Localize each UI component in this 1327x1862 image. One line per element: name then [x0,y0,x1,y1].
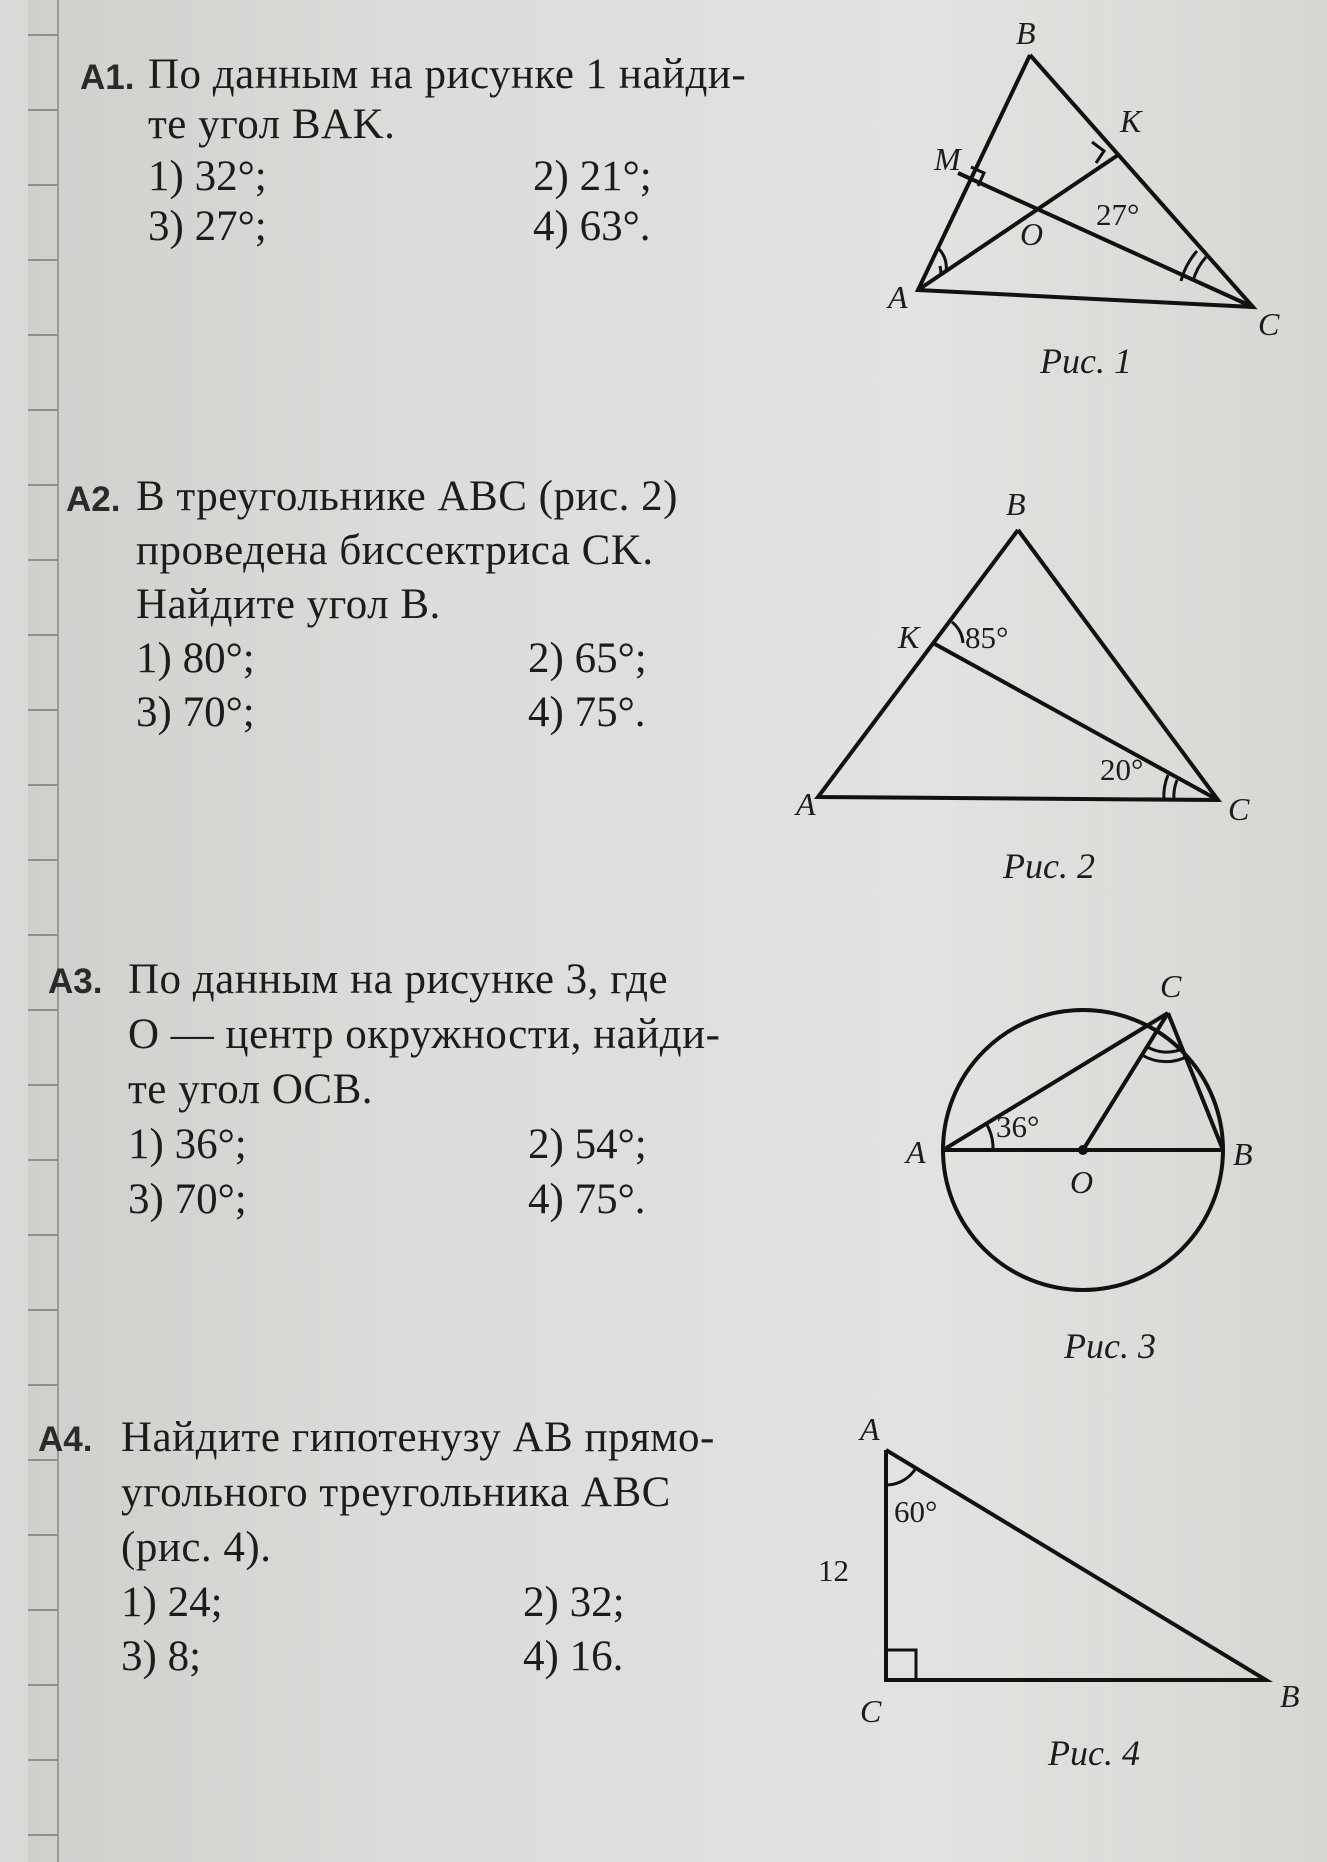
vertex-label: K [898,619,920,655]
circle-diagram [868,955,1288,1335]
vertex-label: C [1228,791,1250,827]
problem-number: A3. [48,962,103,1001]
problem-text-line: В треугольнике ABC (рис. 2) [136,473,678,520]
problem-text-line: проведена биссектриса CK. [136,527,654,574]
figure-2 [768,480,1288,886]
angle-label: 36° [996,1109,1040,1144]
problem-text-line: O — центр окружности, найди- [128,1011,721,1058]
answer-option: 4) 16. [523,1633,624,1680]
answer-option: 1) 32°; [148,153,267,200]
answer-option: 1) 24; [121,1579,223,1626]
answer-option: 2) 21°; [533,153,652,200]
vertex-label: A [906,1134,926,1170]
answer-option: 4) 75°. [528,689,646,736]
problem-text-line: те угол OCB. [128,1066,373,1113]
problem-number: A2. [66,480,121,519]
margin-ruling [28,0,88,1862]
vertex-label: A [860,1411,880,1447]
right-triangle-diagram [818,1410,1318,1729]
problem-text-line: По данным на рисунке 3, где [128,956,669,1003]
figure-1 [868,10,1288,381]
angle-label: 27° [1096,197,1140,232]
answer-option: 2) 32; [523,1579,625,1626]
figure-4 [818,1410,1318,1773]
angle-label: 60° [894,1494,938,1529]
vertex-label: O [1020,216,1044,252]
vertex-label: B [1233,1136,1253,1172]
vertex-label: B [1016,15,1036,51]
answer-option: 3) 70°; [136,689,255,736]
vertex-label: A [888,279,908,315]
answer-option: 3) 8; [121,1633,202,1680]
figure-caption: Рис. 4 [1048,1733,1140,1773]
vertex-label: B [1006,486,1026,522]
answer-option: 1) 80°; [136,635,255,682]
answer-option: 3) 27°; [148,203,267,250]
problem-number: A4. [38,1420,93,1459]
answer-option: 4) 63°. [533,203,651,250]
triangle-diagram [768,480,1288,840]
problem-text-line: По данным на рисунке 1 найди- [148,51,747,98]
vertex-label: A [796,786,816,822]
problem-text-line: Найдите угол B. [136,581,441,628]
figure-caption: Рис. 1 [1040,341,1132,381]
answer-option: 3) 70°; [128,1176,247,1223]
vertex-label: C [1160,968,1182,1004]
problem-text-line: Найдите гипотенузу AB прямо- [121,1414,715,1461]
answer-option: 4) 75°. [528,1176,646,1223]
angle-label: 20° [1100,752,1144,787]
side-length-label: 12 [818,1553,849,1588]
problem-text-line: те угол BAK. [148,101,396,148]
answer-option: 2) 65°; [528,635,647,682]
figure-caption: Рис. 3 [1064,1326,1156,1366]
vertex-label: B [1280,1678,1300,1714]
angle-label: 85° [965,620,1009,655]
triangle-diagram [868,10,1288,340]
answer-option: 1) 36°; [128,1121,247,1168]
problem-text-line: угольного треугольника ABC [121,1469,671,1516]
vertex-label: C [860,1693,882,1729]
center-label: O [1070,1164,1094,1200]
textbook-page [28,0,1327,1862]
vertex-label: K [1120,103,1142,139]
problem-text-line: (рис. 4). [121,1524,272,1571]
answer-option: 2) 54°; [528,1121,647,1168]
vertex-label: C [1258,306,1280,342]
problem-number: A1. [80,58,135,97]
vertex-label: M [934,141,961,177]
figure-3 [868,955,1288,1366]
figure-caption: Рис. 2 [1003,846,1095,886]
